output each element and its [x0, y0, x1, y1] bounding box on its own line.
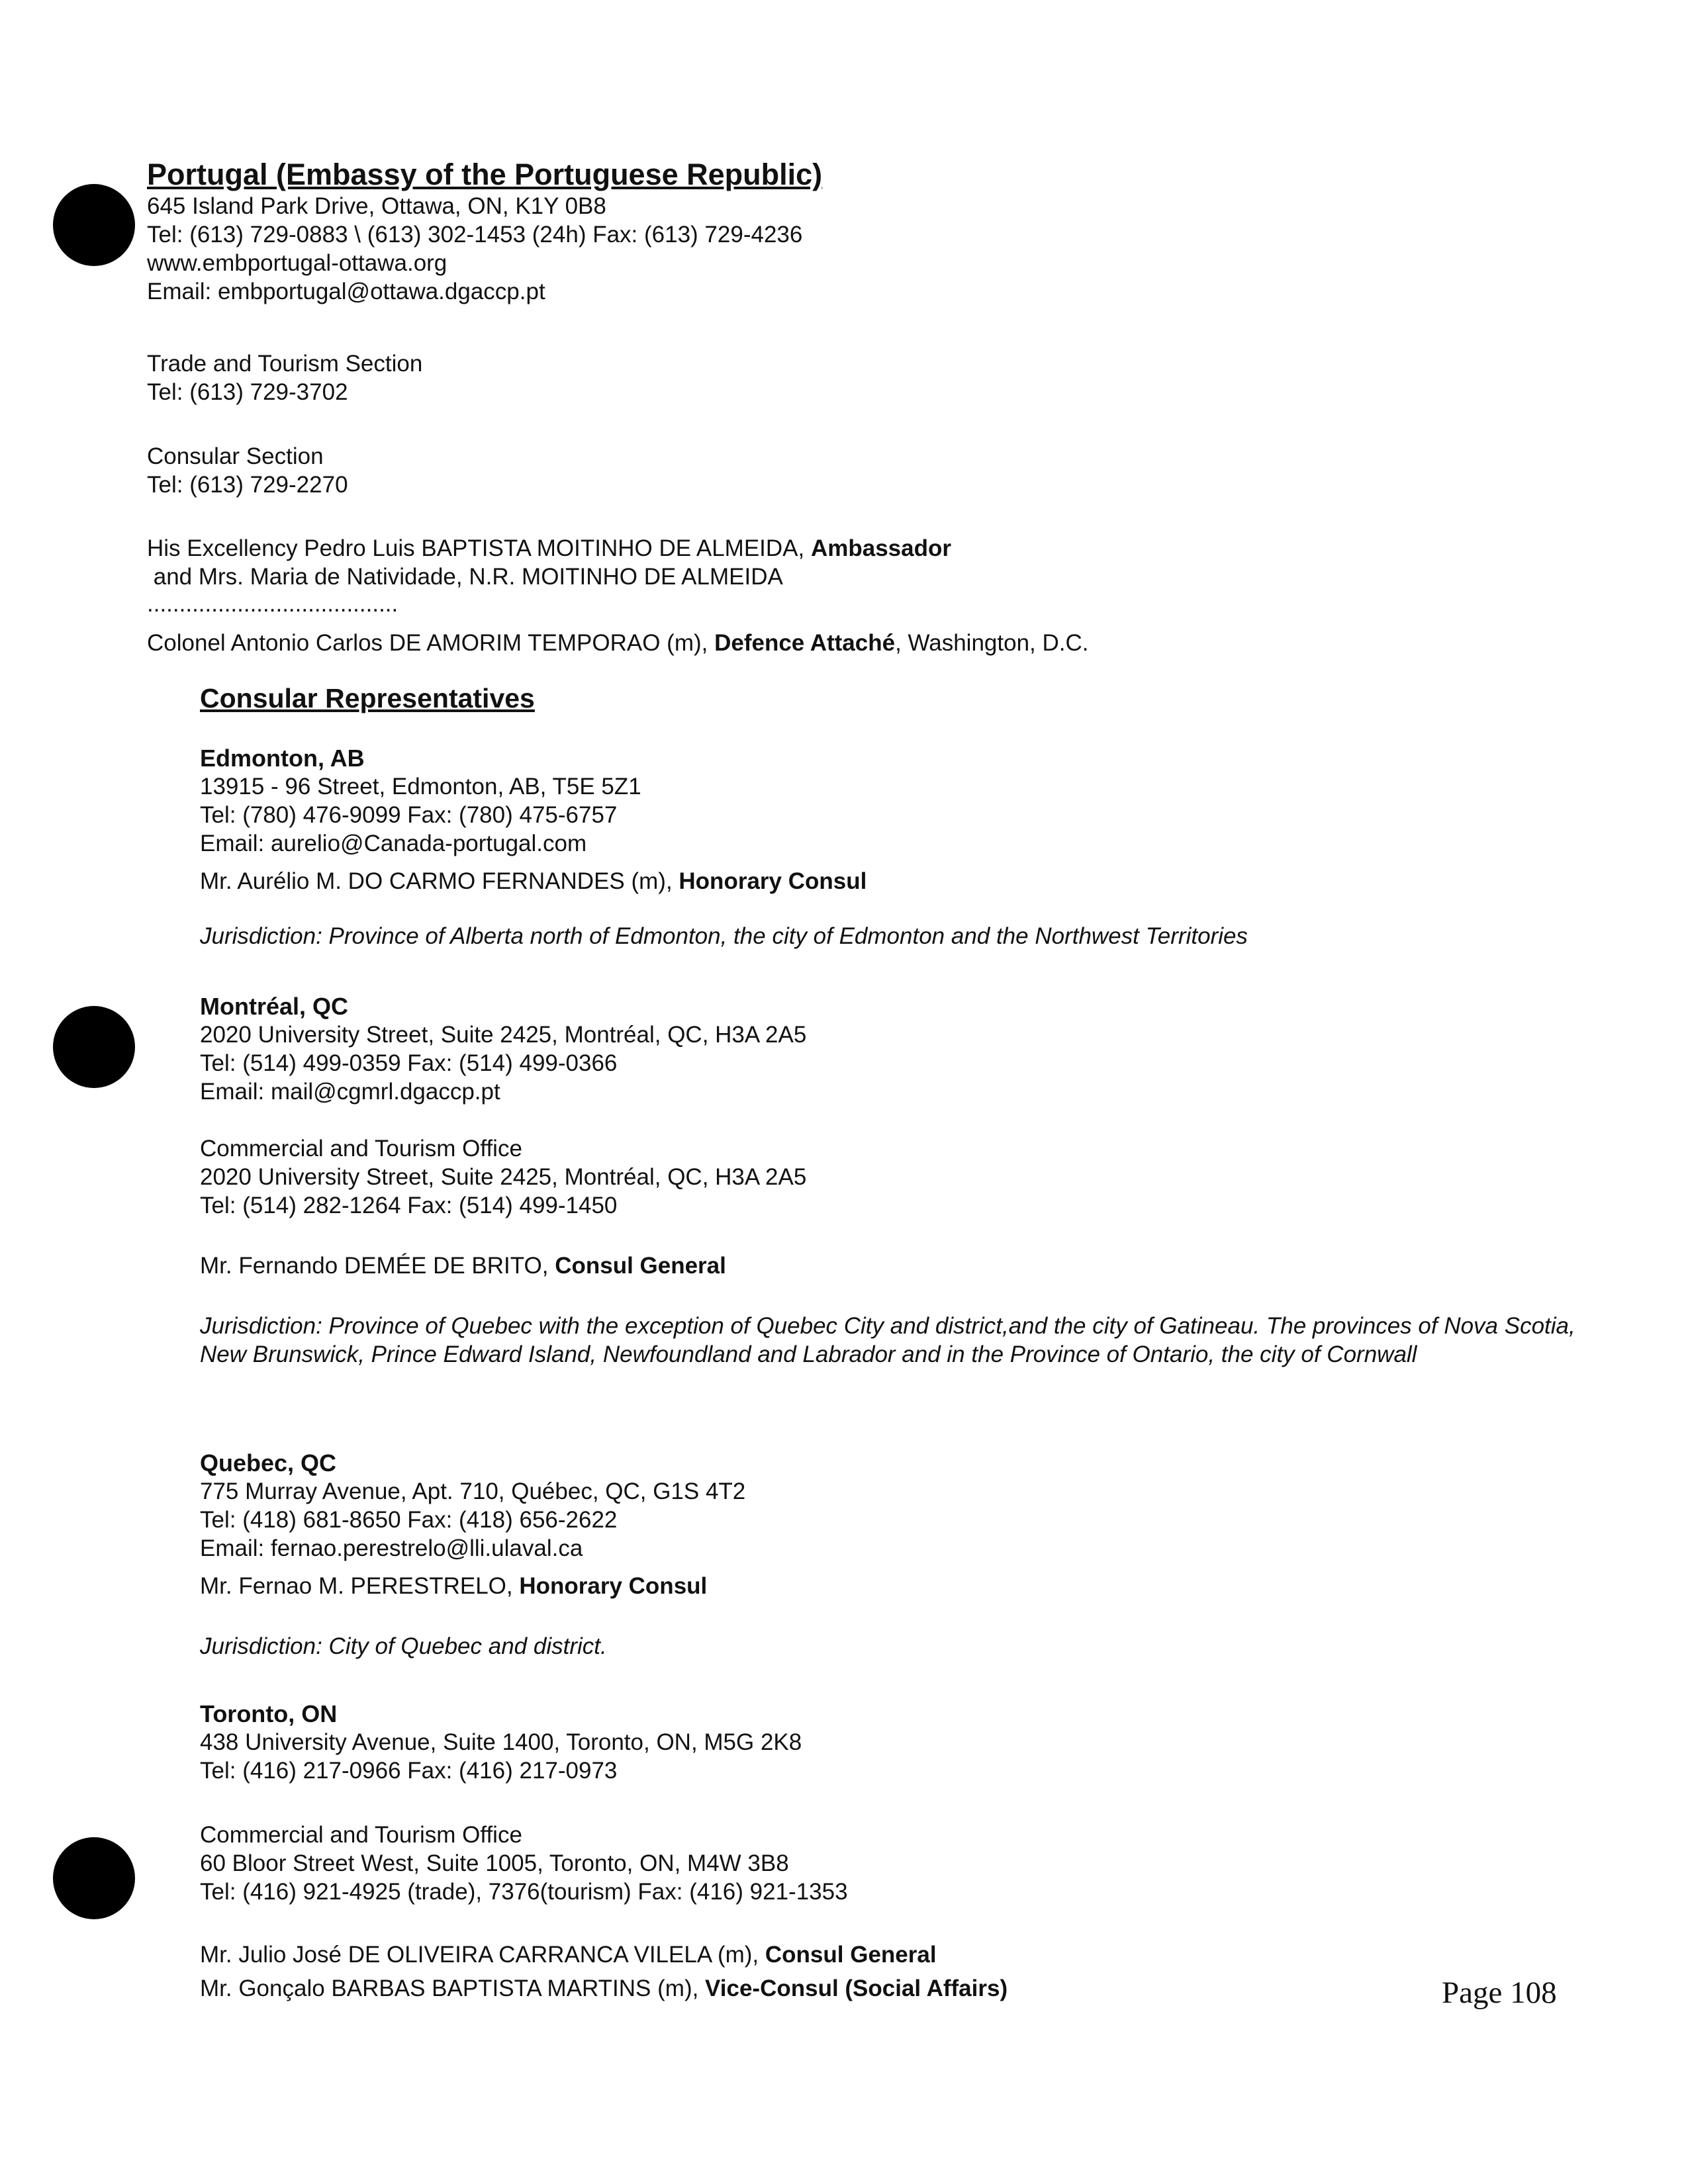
- toronto-person2: Mr. Gonçalo BARBAS BAPTISTA MARTINS (m),: [200, 1976, 706, 2001]
- toronto-block: [200, 1700, 1008, 2003]
- punch-hole: [53, 184, 135, 266]
- quebec-tel: Tel: (418) 681-8650 Fax: (418) 656-2622: [200, 1507, 618, 1533]
- edmonton-person-title: Honorary Consul: [679, 868, 867, 894]
- ambassador-title: Ambassador: [810, 535, 951, 561]
- quebec-person: Mr. Fernao M. PERESTRELO,: [200, 1573, 520, 1599]
- edmonton-city: Edmonton, AB: [200, 745, 365, 772]
- toronto-office-name: Commercial and Tourism Office: [200, 1822, 522, 1848]
- toronto-office-address: 60 Bloor Street West, Suite 1005, Toronto, ON, M4W 3B8: [200, 1850, 789, 1876]
- consular-section: [147, 442, 348, 499]
- montreal-city: Montréal, QC: [200, 993, 349, 1020]
- montreal-block: [200, 992, 1603, 1369]
- trade-section-tel: Tel: (613) 729-3702: [147, 379, 348, 405]
- toronto-person1-title: Consul General: [765, 1942, 937, 1968]
- montreal-person-title: Consul General: [555, 1253, 726, 1279]
- quebec-person-title: Honorary Consul: [519, 1573, 708, 1599]
- embassy-website: www.embportugal-ottawa.org: [147, 250, 447, 276]
- montreal-address: 2020 University Street, Suite 2425, Montréal, QC, H3A 2A5: [200, 1022, 807, 1048]
- montreal-tel: Tel: (514) 499-0359 Fax: (514) 499-0366: [200, 1050, 618, 1076]
- ambassador-spouse: and Mrs. Maria de Natividade, N.R. MOITINHO DE ALMEIDA: [147, 564, 783, 590]
- edmonton-block: [200, 744, 1248, 950]
- toronto-address: 438 University Avenue, Suite 1400, Toronto, ON, M5G 2K8: [200, 1729, 802, 1755]
- montreal-office-name: Commercial and Tourism Office: [200, 1136, 522, 1161]
- toronto-city: Toronto, ON: [200, 1700, 338, 1727]
- quebec-email: Email: fernao.perestrelo@lli.ulaval.ca: [200, 1535, 583, 1561]
- montreal-office-tel: Tel: (514) 282-1264 Fax: (514) 499-1450: [200, 1193, 618, 1218]
- defence-name: Colonel Antonio Carlos DE AMORIM TEMPORAO (m),: [147, 630, 715, 656]
- embassy-address: 645 Island Park Drive, Ottawa, ON, K1Y 0B8: [147, 193, 606, 219]
- edmonton-tel: Tel: (780) 476-9099 Fax: (780) 475-6757: [200, 802, 618, 828]
- toronto-person2-title: Vice-Consul (Social Affairs): [705, 1976, 1008, 2001]
- page-number: Page 108: [1442, 1976, 1557, 2010]
- toronto-person1: Mr. Julio José DE OLIVEIRA CARRANCA VILELA (m),: [200, 1942, 765, 1968]
- separator: .......................................: [147, 591, 399, 617]
- embassy-tel: Tel: (613) 729-0883 \ (613) 302-1453 (24h) Fax: (613) 729-4236: [147, 222, 803, 248]
- defence-title: Defence Attaché: [714, 630, 896, 656]
- montreal-email: Email: mail@cgmrl.dgaccp.pt: [200, 1079, 500, 1105]
- quebec-address: 775 Murray Avenue, Apt. 710, Québec, QC, G1S 4T2: [200, 1479, 746, 1504]
- edmonton-address: 13915 - 96 Street, Edmonton, AB, T5E 5Z1: [200, 774, 641, 799]
- edmonton-person: Mr. Aurélio M. DO CARMO FERNANDES (m),: [200, 868, 679, 894]
- punch-hole: [53, 1006, 135, 1088]
- edmonton-email: Email: aurelio@Canada-portugal.com: [200, 831, 587, 856]
- defence-location: , Washington, D.C.: [895, 630, 1089, 656]
- punch-hole: [53, 1837, 135, 1919]
- quebec-jurisdiction: Jurisdiction: City of Quebec and district.: [200, 1633, 607, 1659]
- ambassador-name: His Excellency Pedro Luis BAPTISTA MOITINHO DE ALMEIDA,: [147, 535, 811, 561]
- edmonton-jurisdiction: Jurisdiction: Province of Alberta north of Edmonton, the city of Edmonton and the Northwest Territories: [200, 923, 1248, 949]
- defence-attache: [147, 629, 1089, 657]
- toronto-tel: Tel: (416) 217-0966 Fax: (416) 217-0973: [200, 1758, 618, 1784]
- montreal-jurisdiction: Jurisdiction: Province of Quebec with the exception of Quebec City and district,and the city of Gatineau. The provinces of Nova Scotia, New Brunswick, Prince Edward Island, Newfoundland and Labrador and in the Province of Ontario, the city of Cornwall: [200, 1313, 1575, 1367]
- quebec-block: [200, 1449, 745, 1661]
- quebec-city: Quebec, QC: [200, 1449, 337, 1477]
- embassy-email: Email: embportugal@ottawa.dgaccp.pt: [147, 279, 545, 304]
- consular-heading: Consular Representatives: [200, 683, 535, 713]
- embassy-title: Portugal (Embassy of the Portuguese Republic): [147, 158, 823, 191]
- montreal-office-address: 2020 University Street, Suite 2425, Montréal, QC, H3A 2A5: [200, 1164, 807, 1190]
- consular-section-tel: Tel: (613) 729-2270: [147, 472, 348, 498]
- consular-section-name: Consular Section: [147, 443, 324, 469]
- ambassador-block: [147, 534, 951, 591]
- embassy-block: [147, 158, 822, 306]
- toronto-office-tel: Tel: (416) 921-4925 (trade), 7376(tourism) Fax: (416) 921-1353: [200, 1879, 848, 1905]
- trade-section: [147, 349, 422, 406]
- montreal-person: Mr. Fernando DEMÉE DE BRITO,: [200, 1253, 555, 1279]
- trade-section-name: Trade and Tourism Section: [147, 351, 423, 377]
